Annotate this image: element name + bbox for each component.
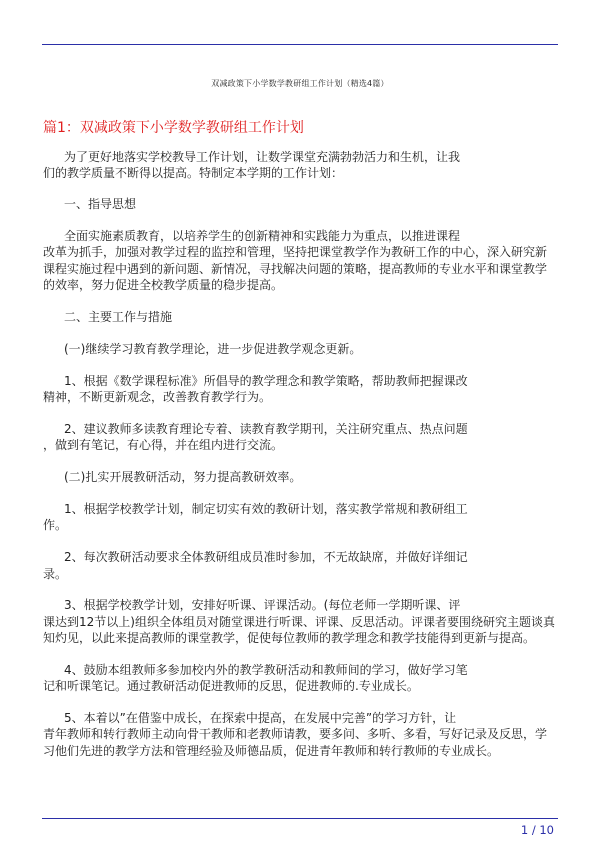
- paragraph-line: 二、主要工作与措施: [64, 310, 173, 324]
- paragraph-line: 为了更好地落实学校教导工作计划，让数学课堂充满勃勃活力和生机，让我: [64, 150, 461, 164]
- paragraph-line: 3、根据学校教学计划，安排好听课、评课活动。(每位老师一学期听课、评: [64, 598, 461, 612]
- paragraph-line: 青年教师和转行教师主动向骨干教师和老教师请教，要多问、多听、多看，写好记录及反思，学: [43, 727, 548, 741]
- paragraph-line: 录。: [43, 567, 68, 581]
- paragraph-line: 改革为抓手，加强对教学过程的监控和管理，坚持把课堂教学作为教研工作的中心，深入研究新: [43, 245, 548, 259]
- footer-rule: [42, 818, 558, 819]
- paragraph-line: 一、指导思想: [64, 197, 137, 211]
- paragraph-line: 知灼见，以此来提高教师的课堂教学，促使每位教师的教学理念和教学技能得到更新与提高。: [43, 631, 536, 645]
- paragraph-line: 的效率，努力促进全校教学质量的稳步提高。: [43, 278, 284, 292]
- paragraph-line: (二)扎实开展教研活动，努力提高教研效率。: [64, 470, 302, 484]
- paragraph-line: 2、建议教师多读教育理论专着、读教育教学期刊，关注研究重点、热点问题: [64, 422, 468, 436]
- paragraph-line: ，做到有笔记，有心得，并在组内进行交流。: [43, 438, 284, 452]
- paragraph-line: 课程实施过程中遇到的新问题、新情况，寻找解决问题的策略，提高教师的专业水平和课堂教学: [43, 262, 548, 276]
- paragraph-line: 全面实施素质教育，以培养学生的创新精神和实践能力为重点，以推进课程: [64, 229, 461, 243]
- paragraph-line: 记和听课笔记。通过教研活动促进教师的反思，促进教师的.专业成长。: [43, 679, 419, 693]
- paragraph-line: 们的教学质量不断得以提高。特制定本学期的工作计划：: [43, 166, 344, 180]
- paragraph-line: 1、根据《数学课程标准》所倡导的教学理念和教学策略，帮助教师把握课改: [64, 374, 468, 388]
- paragraph-line: 4、鼓励本组教师多参加校内外的教学教研活动和教师间的学习，做好学习笔: [64, 663, 468, 677]
- paragraph-line: 5、本着以”在借鉴中成长，在探索中提高，在发展中完善”的学习方针，让: [64, 711, 457, 725]
- paragraph-line: 作。: [43, 518, 68, 532]
- paragraph-line: (一)继续学习教育教学理论，进一步促进教学观念更新。: [64, 342, 362, 356]
- section-title: 篇1：双减政策下小学数学教研组工作计划: [43, 120, 304, 136]
- paragraph-line: 课达到12节以上)组织全体组员对随堂课进行听课、评课、反思活动。评课者要围绕研究主题谈真: [43, 615, 555, 629]
- paragraph-line: 2、每次教研活动要求全体教研组成员准时参加，不无故缺席，并做好详细记: [64, 550, 468, 564]
- header-rule: [42, 44, 558, 45]
- paragraph-line: 精神，不断更新观念，改善教育教学行为。: [43, 390, 272, 404]
- paragraph-line: 1、根据学校教学计划，制定切实有效的教研计划，落实教学常规和教研组工: [64, 502, 468, 516]
- document-title: 双减政策下小学数学教研组工作计划（精选4篇）: [211, 79, 389, 88]
- page-number: 1 / 10: [520, 823, 554, 837]
- paragraph-line: 习他们先进的教学方法和管理经验及师德品质，促进青年教师和转行教师的专业成长。: [43, 744, 500, 758]
